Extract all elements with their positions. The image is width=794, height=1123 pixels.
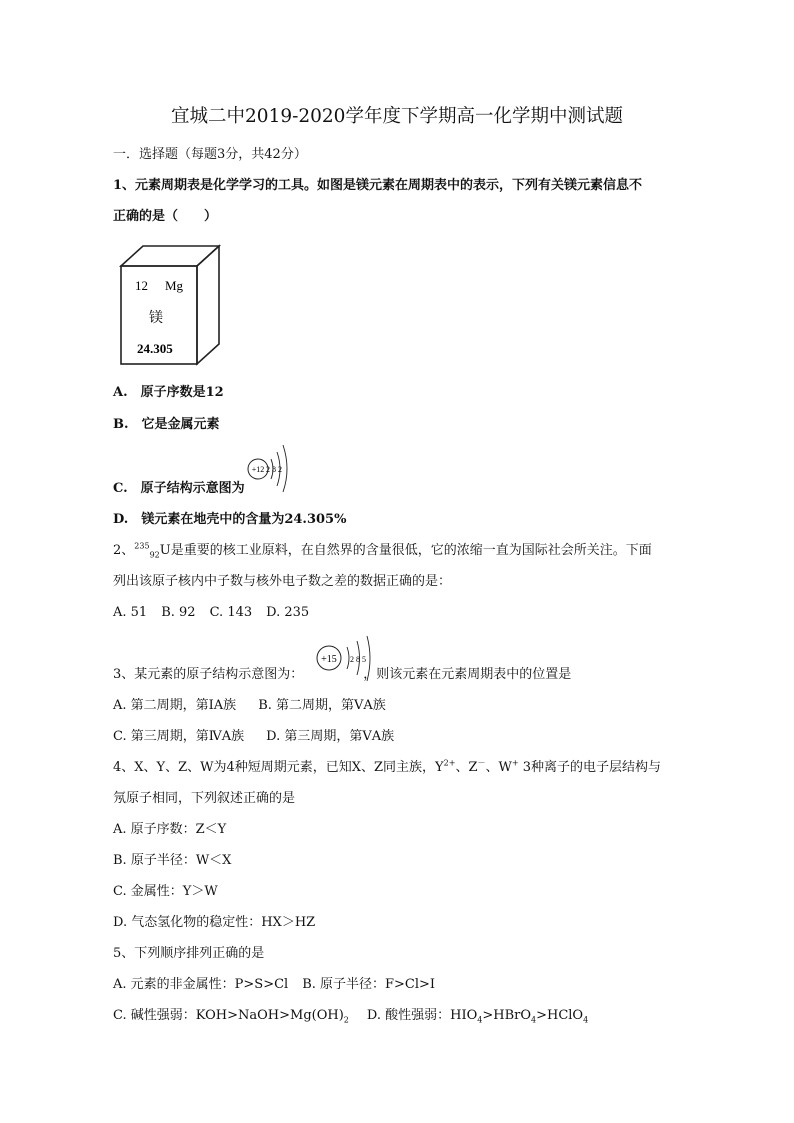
q2-options — [113, 603, 309, 623]
q2-option-a: A. 51 — [113, 605, 148, 620]
tile-name: 镁 — [149, 310, 163, 326]
q2-option-b: B. 92 — [161, 605, 196, 620]
q2-stem-text: 是重要的核工业原料，在自然界的含量很低，它的浓缩一直为国际社会所关注。下面 — [170, 543, 652, 558]
q3-options-row1 — [113, 696, 386, 716]
page-title: 宜城二中2019-2020学年度下学期高一化学期中测试题 — [171, 106, 623, 127]
q1-option-a: A. 原子序数是12 — [113, 385, 224, 400]
q3-option-d: D. 第三周期，第ⅤA族 — [266, 729, 395, 744]
q2-number: 2、 — [113, 543, 135, 558]
q1-option-b: B. 它是金属元素 — [113, 417, 220, 432]
w-ion-charge: + — [511, 758, 519, 768]
mg-electron-shells: 2 8 2 — [266, 465, 282, 474]
q5-options-row1 — [113, 975, 435, 995]
q5-option-d — [367, 1006, 588, 1026]
q1-stem-line2: 正确的是（ ） — [113, 209, 218, 224]
q5-option-c-sub: 2 — [343, 1015, 349, 1025]
q5-option-d-sub2: 4 — [531, 1015, 537, 1025]
q2-option-d: D. 235 — [266, 605, 310, 620]
section-heading: 一．选择题（每题3分，共42分） — [113, 147, 307, 162]
q2-option-c: C. 143 — [209, 605, 253, 620]
q1-option-d: D. 镁元素在地壳中的含量为24.305% — [113, 512, 347, 527]
q5-option-d-text-b: >HBrO — [482, 1008, 531, 1023]
q5-option-b: B. 原子半径：F>Cl>I — [302, 977, 436, 992]
magnesium-element-tile — [113, 244, 225, 368]
tile-symbol: Mg — [165, 278, 184, 293]
q4-stem-line2: 氖原子相同，下列叙述正确的是 — [113, 791, 296, 806]
q5-option-c — [113, 1006, 349, 1026]
q5-option-a: A. 元素的非金属性：P>S>Cl — [113, 977, 289, 992]
q3-option-b: B. 第二周期，第ⅤA族 — [258, 698, 386, 713]
q5-option-d-sub1: 4 — [477, 1015, 483, 1025]
tile-atomic-number: 12 — [135, 278, 148, 293]
u-atomic-number: 92 — [149, 550, 160, 560]
p-electron-shells: 2 8 5 — [350, 655, 366, 664]
mg-nucleus-label: +12 — [251, 465, 265, 474]
q3-option-a: A. 第二周期，第ⅠA族 — [113, 698, 237, 713]
q1-option-c: C. 原子结构示意图为 — [113, 481, 245, 496]
u-mass-number: 235 — [134, 541, 150, 551]
q2-stem-line2: 列出该原子核内中子数与核外电子数之差的数据正确的是： — [113, 574, 452, 589]
q5-option-d-text-a: D. 酸性强弱：HIO — [366, 1008, 478, 1023]
q3-options-row2 — [113, 727, 394, 747]
q4-stem-line1 — [113, 758, 661, 778]
q4-option-a: A. 原子序数：Z＜Y — [113, 822, 227, 837]
z-ion-charge: － — [477, 758, 486, 768]
q3-stem-text-a: 3、某元素的原子结构示意图为： — [113, 667, 304, 682]
q1-stem-line1: 1、元素周期表是化学学习的工具。如图是镁元素在周期表中的表示，下列有关镁元素信息不 — [113, 178, 643, 193]
u-symbol: U — [159, 543, 171, 558]
q5-stem: 5、下列顺序排列正确的是 — [113, 946, 265, 961]
q5-option-d-text-c: >HClO — [536, 1008, 584, 1023]
q4-stem-text-c: 、W — [485, 760, 512, 775]
q4-stem-text-d: 3种离子的电子层结构与 — [518, 760, 661, 775]
p-atom-structure-diagram — [314, 635, 376, 685]
q3-option-c: C. 第三周期，第ⅣA族 — [113, 729, 245, 744]
q4-option-d: D. 气态氢化物的稳定性：HX＞HZ — [113, 915, 316, 930]
q4-option-c: C. 金属性：Y＞W — [113, 884, 218, 899]
y-ion-charge: 2+ — [443, 758, 456, 768]
q5-option-d-sub3: 4 — [583, 1015, 589, 1025]
q2-stem-line1 — [113, 541, 652, 561]
q4-stem-text-a: 4、X、Y、Z、W为4种短周期元素，已知X、Z同主族，Y — [113, 760, 444, 775]
q4-option-b: B. 原子半径：W＜X — [113, 853, 232, 868]
q5-option-c-text: C. 碱性强弱：KOH>NaOH>Mg(OH) — [113, 1008, 344, 1023]
mg-atom-structure-diagram — [246, 442, 294, 494]
q4-stem-text-b: 、Z — [455, 760, 478, 775]
p-nucleus-label: +15 — [321, 654, 337, 665]
q5-options-row2 — [113, 1006, 588, 1026]
tile-atomic-mass: 24.305 — [137, 341, 173, 356]
q3-stem-text-b: ，则该元素在元素周期表中的位置是 — [363, 667, 572, 682]
